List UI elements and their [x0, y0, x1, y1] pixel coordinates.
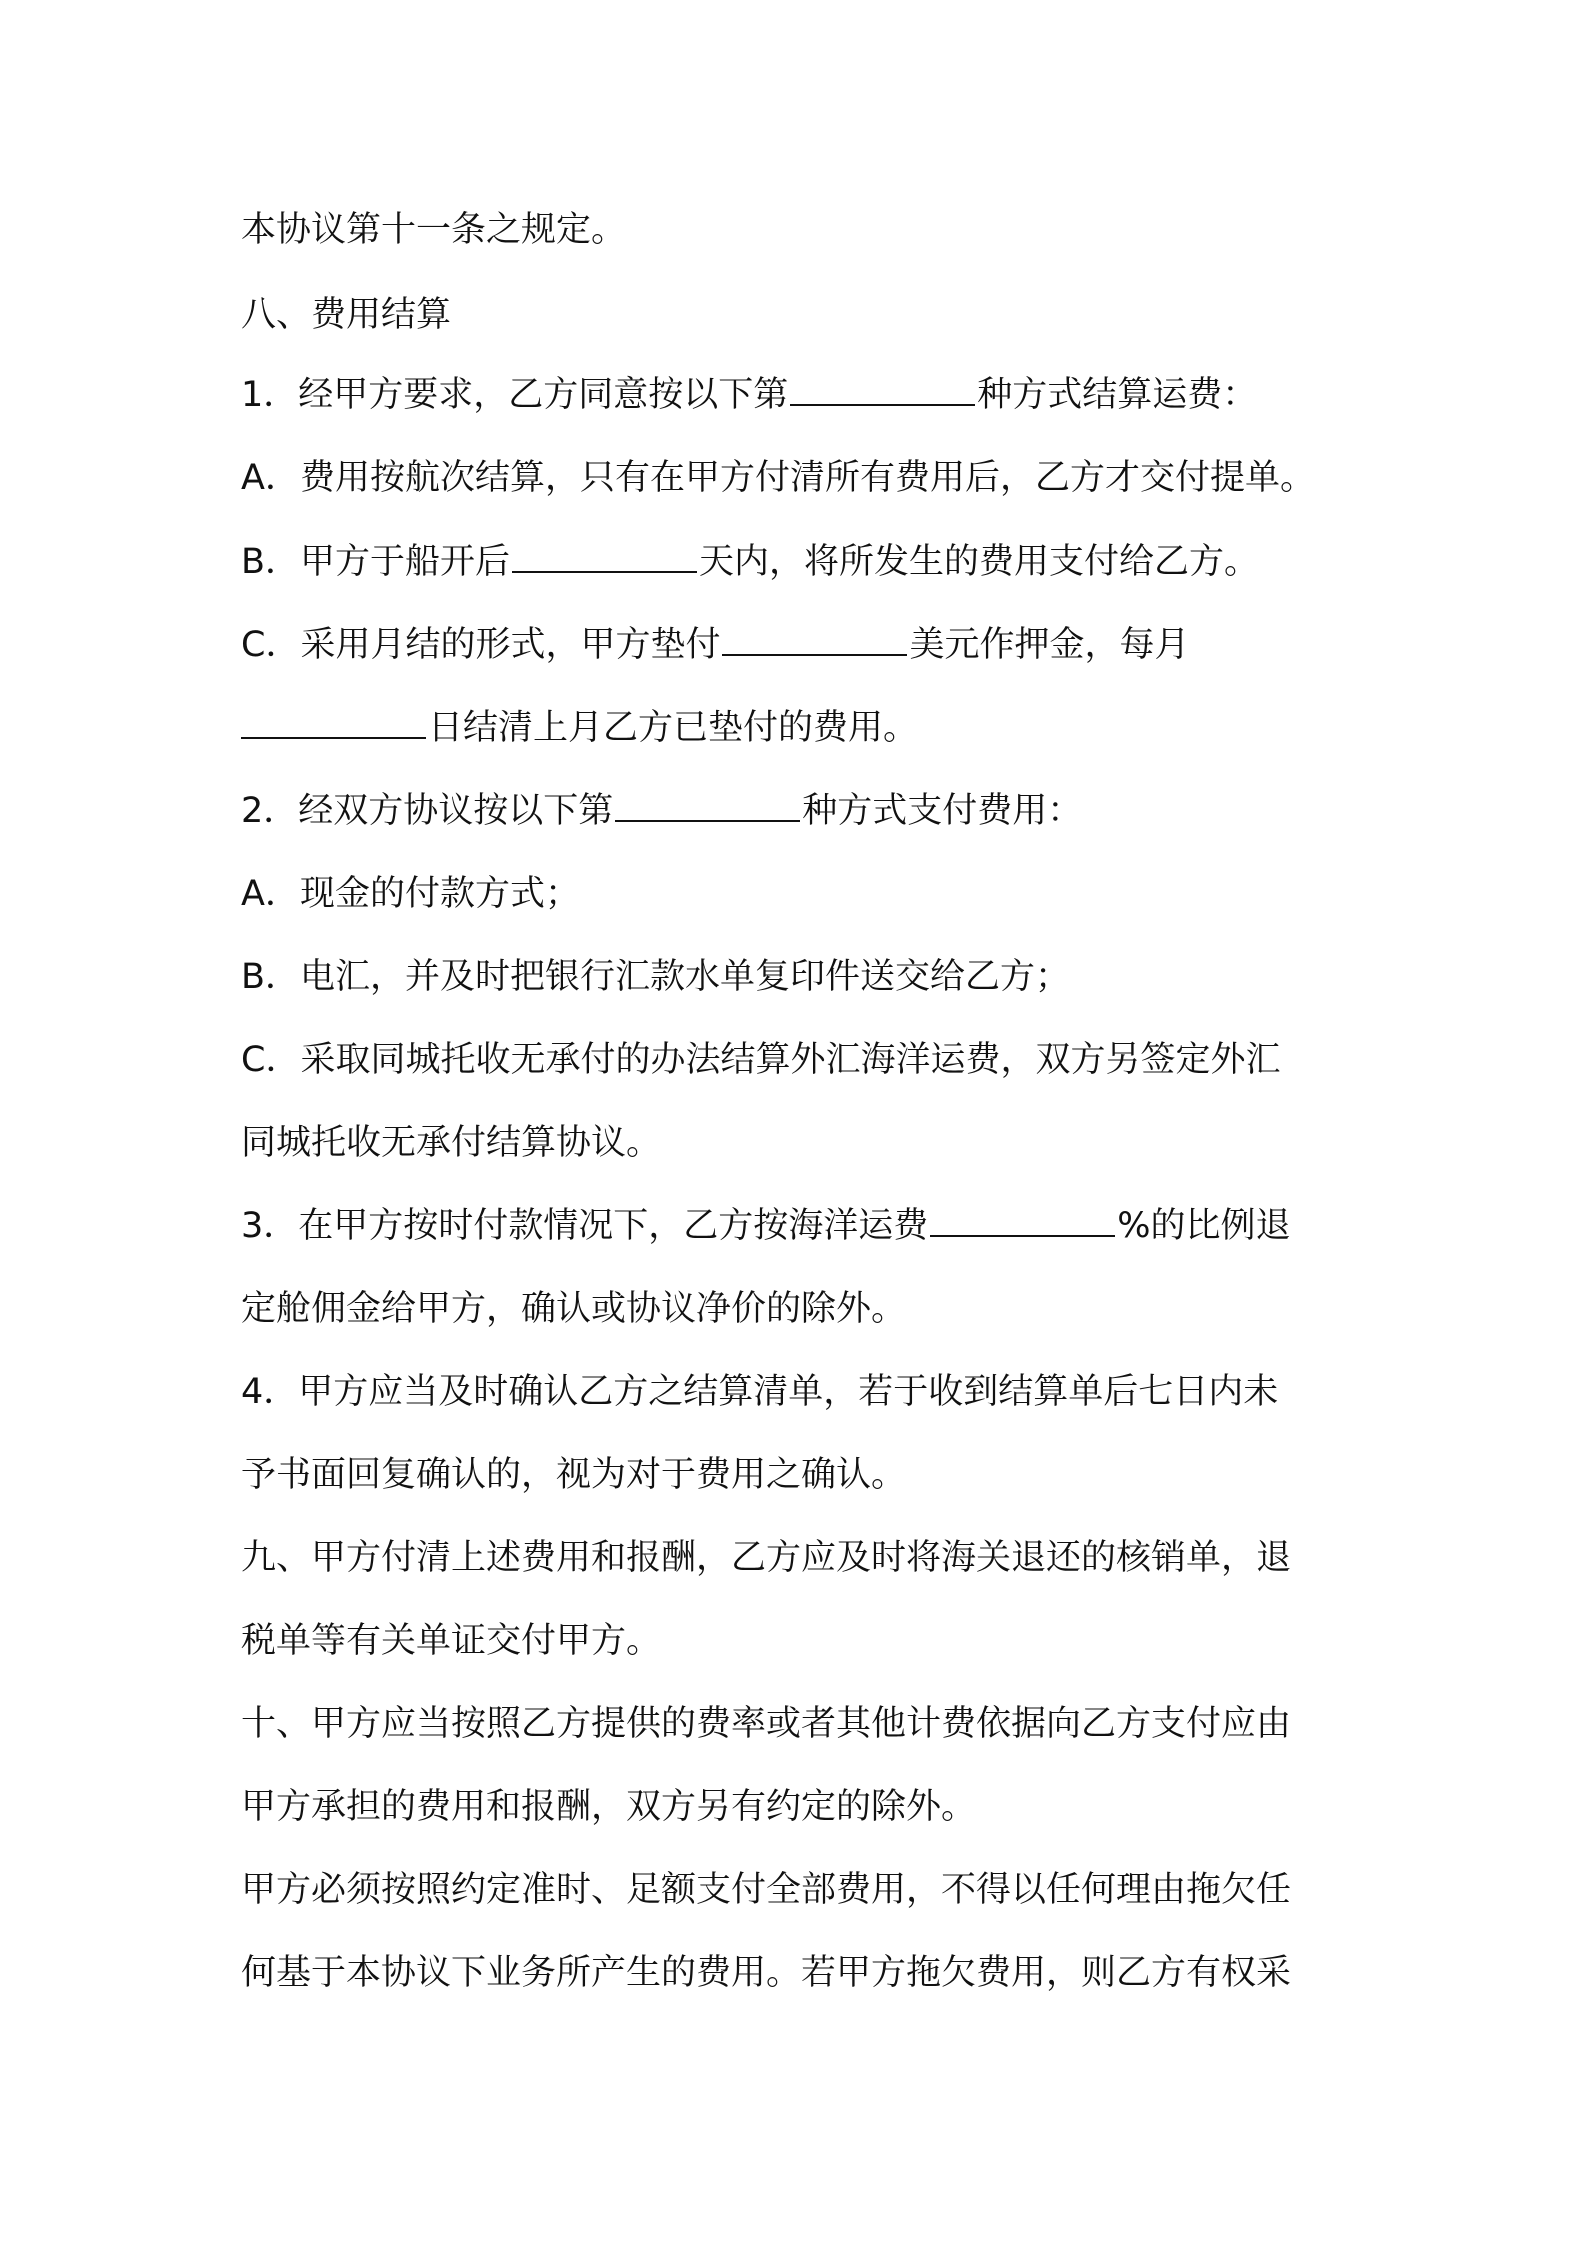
text-line: 2．经双方协议按以下第 种方式支付费用： — [241, 786, 1391, 836]
text-line: 1．经甲方要求，乙方同意按以下第 种方式结算运费： — [241, 370, 1391, 420]
fill-in-blank — [790, 370, 975, 406]
fill-in-blank — [722, 620, 907, 656]
text-line: B．电汇，并及时把银行汇款水单复印件送交给乙方； — [241, 957, 1071, 997]
text-line: 本协议第十一条之规定。 — [241, 210, 627, 250]
text-line: 予书面回复确认的，视为对于费用之确认。 — [241, 1455, 907, 1495]
text-line: 定舱佣金给甲方，确认或协议净价的除外。 — [241, 1289, 907, 1329]
fill-in-blank — [930, 1201, 1115, 1237]
fill-in-blank — [615, 786, 800, 822]
text-line: 甲方承担的费用和报酬，双方另有约定的除外。 — [241, 1787, 977, 1827]
text-line: A．费用按航次结算，只有在甲方付清所有费用后，乙方才交付提单。 — [241, 458, 1315, 498]
text-line: 日结清上月乙方已垫付的费用。 — [241, 703, 1391, 753]
text-line: A．现金的付款方式； — [241, 874, 580, 914]
text-line: C．采用月结的形式，甲方垫付 美元作押金，每月 — [241, 620, 1391, 670]
text-line: 甲方必须按照约定准时、足额支付全部费用，不得以任何理由拖欠任 — [241, 1870, 1292, 1910]
fill-in-blank — [512, 537, 697, 573]
text-line: 九、甲方付清上述费用和报酬，乙方应及时将海关退还的核销单，退 — [241, 1538, 1292, 1578]
text-line: 同城托收无承付结算协议。 — [241, 1123, 662, 1163]
text-line: 十、甲方应当按照乙方提供的费率或者其他计费依据向乙方支付应由 — [241, 1704, 1292, 1744]
text-line: 税单等有关单证交付甲方。 — [241, 1621, 662, 1661]
text-line: 何基于本协议下业务所产生的费用。若甲方拖欠费用，则乙方有权采 — [241, 1953, 1292, 1993]
fill-in-blank — [241, 703, 426, 739]
text-line: B．甲方于船开后 天内，将所发生的费用支付给乙方。 — [241, 537, 1391, 587]
section-heading: 八、费用结算 — [241, 295, 452, 335]
text-line: 4．甲方应当及时确认乙方之结算清单，若于收到结算单后七日内未 — [241, 1372, 1279, 1412]
text-line: 3．在甲方按时付款情况下，乙方按海洋运费 %的比例退 — [241, 1201, 1391, 1251]
text-line: C．采取同城托收无承付的办法结算外汇海洋运费，双方另签定外汇 — [241, 1040, 1281, 1080]
